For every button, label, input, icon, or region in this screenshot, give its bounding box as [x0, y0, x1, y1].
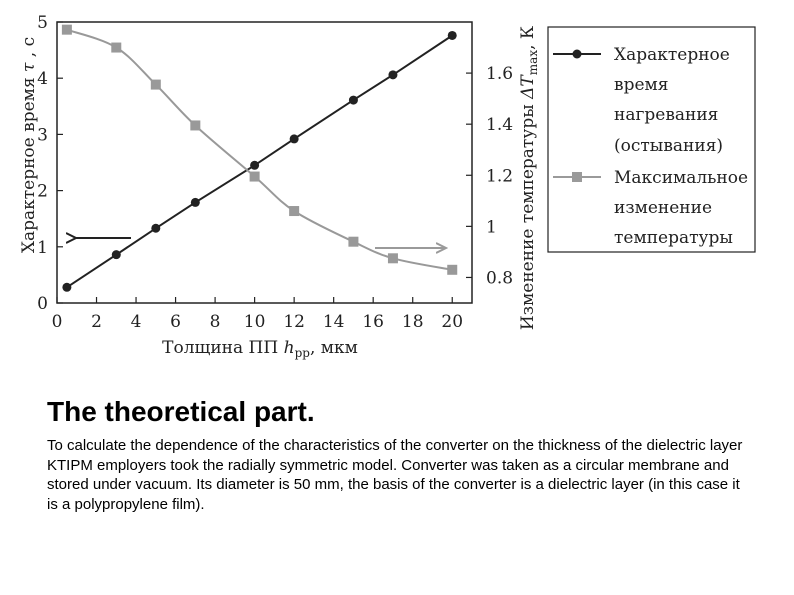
x-tick-label-14: 14 — [322, 312, 345, 332]
series-1-point-7 — [349, 96, 358, 105]
x-tick-label-20: 20 — [441, 312, 464, 332]
series-1-point-8 — [388, 70, 397, 79]
legend-label-series-1-line-4: (остывания) — [614, 136, 724, 156]
series-2-point-4 — [190, 120, 200, 130]
y-left-tick-label-4: 4 — [37, 69, 48, 90]
x-tick-label-6: 6 — [170, 312, 181, 332]
series-1-point-5 — [250, 161, 259, 170]
y-left-tick-label-2: 2 — [37, 181, 48, 202]
series-2-point-9 — [447, 265, 457, 275]
x-tick-label-12: 12 — [283, 312, 305, 332]
series-1-point-6 — [290, 134, 299, 143]
series-2-point-2 — [111, 43, 121, 53]
series-1-point-1 — [62, 283, 71, 292]
y-axis-right-ticks — [466, 64, 513, 288]
x-tick-label-16: 16 — [362, 312, 385, 332]
legend-marker-series-2 — [572, 172, 582, 182]
legend-label-series-1-line-2: время — [614, 75, 669, 95]
y-right-tick-label-0_8: 0.8 — [486, 268, 514, 289]
x-tick-label-0: 0 — [51, 312, 63, 332]
y-axis-left-label: Характерное время τ , с — [19, 36, 39, 254]
legend-label-series-2-line-1: Максимальное — [614, 168, 749, 188]
y-axis-right-label: Изменение температуры $\Delta T_{max}$, К — [518, 25, 540, 331]
y-axis-left-ticks — [37, 13, 63, 314]
series-1-point-2 — [112, 250, 121, 259]
y-left-tick-label-5: 5 — [37, 13, 48, 33]
y-left-tick-label-0: 0 — [37, 294, 48, 314]
series-2-point-1 — [62, 25, 72, 35]
series-layer — [62, 25, 457, 292]
y-right-tick-label-1_6: 1.6 — [486, 64, 514, 85]
series-2-point-5 — [250, 172, 260, 182]
body-paragraph: To calculate the dependence of the characteristics of the converter on the thickness of the dielectric layer KTIPM employers took the radially symmetric model. Converter was taken as a circular membrane and stored under vacuum. Its diameter is 50 mm, the basis of the converter is a dielectric layer (in this case it is a polypropylene film). — [47, 437, 743, 513]
series-1-point-9 — [448, 31, 457, 40]
series-1-point-3 — [151, 224, 160, 233]
legend-label-series-1-line-3: нагревания — [614, 105, 719, 125]
legend — [548, 27, 755, 252]
y-left-tick-label-1: 1 — [37, 237, 48, 258]
x-tick-label-8: 8 — [209, 312, 221, 332]
legend-label-series-2-line-3: температуры — [614, 228, 733, 248]
series-2-point-6 — [289, 206, 299, 216]
section-title: The theoretical part. — [47, 396, 315, 427]
x-axis-label: Толщина ПП $h_{pp}$, мкм — [162, 338, 358, 360]
x-tick-label-4: 4 — [130, 312, 142, 332]
y-right-tick-label-1_4: 1.4 — [486, 115, 514, 136]
x-tick-label-2: 2 — [91, 312, 102, 332]
x-tick-label-18: 18 — [401, 312, 424, 332]
legend-label-series-1-line-1: Характерноe — [614, 45, 730, 65]
x-tick-label-10: 10 — [243, 312, 266, 332]
series-2-point-3 — [151, 80, 161, 90]
series-2-point-7 — [348, 237, 358, 247]
y-right-tick-label-1_2: 1.2 — [486, 166, 514, 187]
y-right-tick-label-1: 1 — [486, 217, 497, 238]
series-2-line — [67, 30, 452, 270]
legend-marker-series-1 — [573, 50, 582, 59]
series-1-point-4 — [191, 198, 200, 207]
legend-label-series-2-line-2: изменение — [614, 198, 712, 218]
series-2-point-8 — [388, 253, 398, 263]
y-left-tick-label-3: 3 — [37, 125, 48, 146]
